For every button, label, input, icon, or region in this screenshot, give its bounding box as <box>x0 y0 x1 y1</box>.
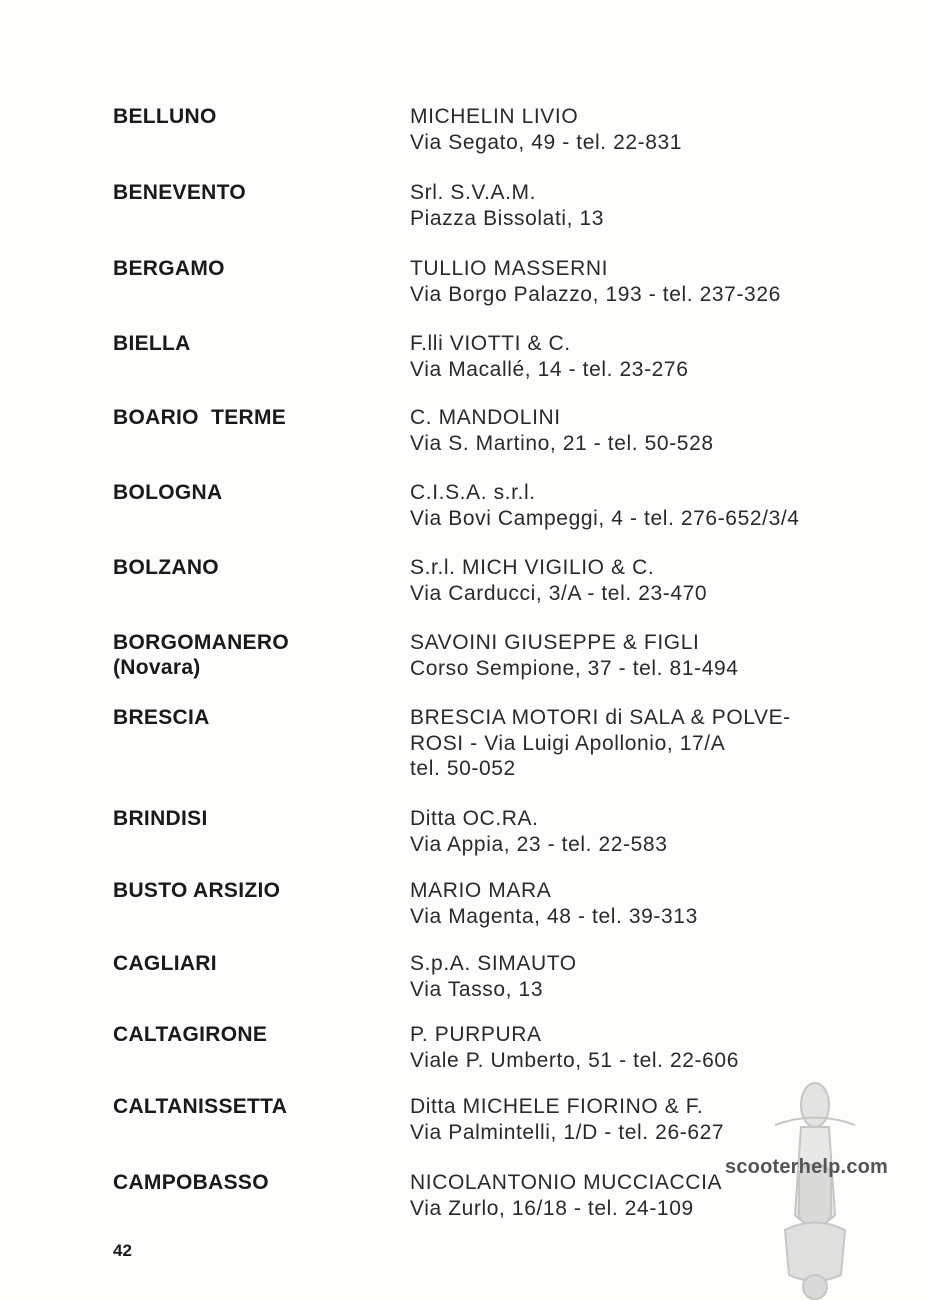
dealer-name: C.I.S.A. s.r.l. <box>410 481 536 504</box>
dealer-name: Ditta OC.RA. <box>410 807 539 830</box>
city-name: BERGAMO <box>113 257 225 280</box>
dealer-address: Via Palmintelli, 1/D - tel. 26-627 <box>410 1120 725 1144</box>
city-name: CAMPOBASSO <box>113 1171 269 1194</box>
dealer-name: P. PURPURA <box>410 1023 542 1046</box>
dealer-address: Via Carducci, 3/A - tel. 23-470 <box>410 581 708 605</box>
dealer-name: SAVOINI GIUSEPPE & FIGLI <box>410 631 700 654</box>
dealer-info <box>410 405 880 456</box>
city-name: BRINDISI <box>113 807 208 830</box>
dealer-address: Piazza Bissolati, 13 <box>410 206 605 230</box>
city-province: (Novara) <box>113 656 201 679</box>
city-name: CAGLIARI <box>113 952 217 975</box>
city-name-main: BORGOMANERO <box>113 631 289 654</box>
dealer-address: Viale P. Umberto, 51 - tel. 22-606 <box>410 1048 739 1072</box>
scooter-watermark-icon <box>755 1065 875 1300</box>
dealer-name: Srl. S.V.A.M. <box>410 181 537 204</box>
dealer-info <box>410 878 880 929</box>
city-name <box>113 630 289 680</box>
dealer-name: F.lli VIOTTI & C. <box>410 332 571 355</box>
city-name: BELLUNO <box>113 105 217 128</box>
dealer-info <box>410 806 880 857</box>
dealer-info <box>410 104 880 155</box>
dealer-address: Via Magenta, 48 - tel. 39-313 <box>410 904 698 928</box>
dealer-info <box>410 480 880 531</box>
dealer-address: Via Tasso, 13 <box>410 977 544 1001</box>
dealer-info <box>410 331 880 382</box>
city-name: BUSTO ARSIZIO <box>113 879 281 902</box>
dealer-name: MARIO MARA <box>410 879 552 902</box>
dealer-info <box>410 180 880 231</box>
dealer-address: Via S. Martino, 21 - tel. 50-528 <box>410 431 714 455</box>
dealer-address: Via Bovi Campeggi, 4 - tel. 276-652/3/4 <box>410 506 800 530</box>
dealer-info <box>410 555 880 606</box>
city-name: BOARIO TERME <box>113 406 287 429</box>
dealer-address: Via Appia, 23 - tel. 22-583 <box>410 832 668 856</box>
dealer-address: ROSI - Via Luigi Apollonio, 17/A <box>410 731 726 755</box>
dealer-info <box>410 951 880 1002</box>
dealer-phone: tel. 50-052 <box>410 757 516 780</box>
dealer-address: Corso Sempione, 37 - tel. 81-494 <box>410 656 739 680</box>
dealer-address: Via Borgo Palazzo, 193 - tel. 237-326 <box>410 282 781 306</box>
dealer-name: TULLIO MASSERNI <box>410 257 609 280</box>
dealer-name: NICOLANTONIO MUCCIACCIA <box>410 1171 723 1194</box>
city-name: CALTAGIRONE <box>113 1023 268 1046</box>
page-number: 42 <box>113 1241 132 1260</box>
city-name: BIELLA <box>113 332 191 355</box>
dealer-name: Ditta MICHELE FIORINO & F. <box>410 1095 704 1118</box>
website-watermark: scooterhelp.com <box>725 1156 889 1178</box>
dealer-info <box>410 256 880 307</box>
dealer-name: S.r.l. MICH VIGILIO & C. <box>410 556 655 579</box>
dealer-info <box>410 630 880 681</box>
dealer-address: Via Macallé, 14 - tel. 23-276 <box>410 357 689 381</box>
dealer-address: Via Segato, 49 - tel. 22-831 <box>410 130 683 154</box>
dealer-info <box>410 705 880 782</box>
city-name: BENEVENTO <box>113 181 247 204</box>
dealer-name: MICHELIN LIVIO <box>410 105 579 128</box>
dealer-name: C. MANDOLINI <box>410 406 561 429</box>
dealer-name: S.p.A. SIMAUTO <box>410 952 577 975</box>
city-name: BRESCIA <box>113 706 210 729</box>
dealer-name: BRESCIA MOTORI di SALA & POLVE- <box>410 706 791 729</box>
city-name: CALTANISSETTA <box>113 1095 288 1118</box>
dealer-address: Via Zurlo, 16/18 - tel. 24-109 <box>410 1196 694 1220</box>
city-name: BOLZANO <box>113 556 219 579</box>
city-name: BOLOGNA <box>113 481 223 504</box>
